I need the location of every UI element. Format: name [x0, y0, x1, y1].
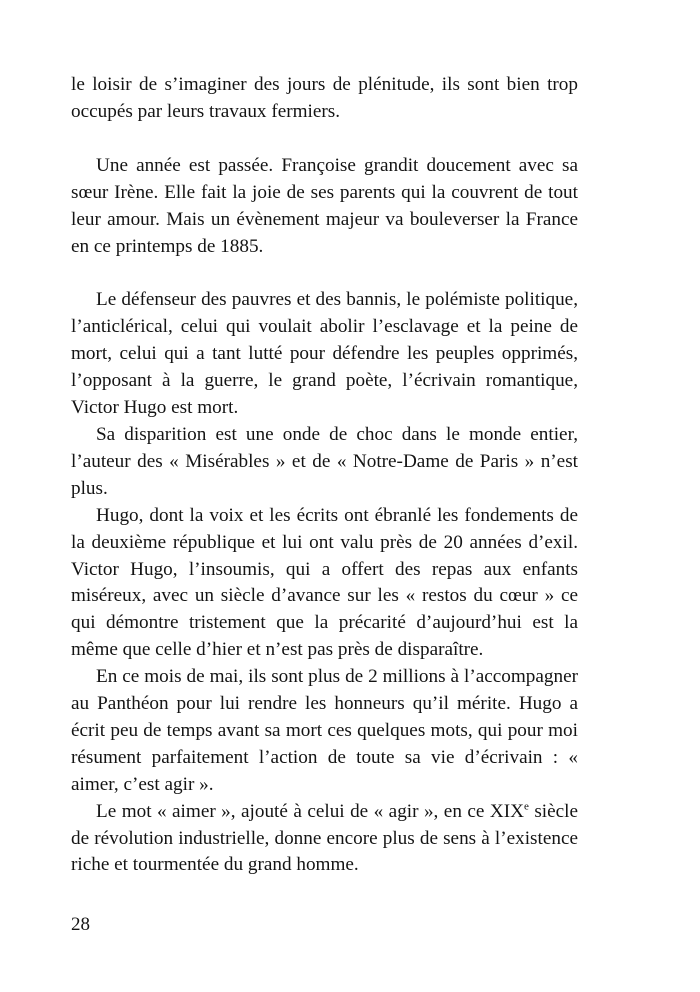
century-superscript: e: [523, 800, 529, 813]
paragraph-aimer-agir: [71, 799, 578, 880]
page-body: [71, 72, 578, 879]
page-number: 28: [71, 914, 90, 935]
paragraph-shock: Sa disparition est une onde de choc dans le monde entier, l’auteur des « Misérables » et de « Notre-Dame de Paris » n’est plus.: [71, 423, 578, 499]
paragraph-pantheon: En ce mois de mai, ils sont plus de 2 millions à l’accompagner au Panthéon pour lui rendre les honneurs qu’il mérite. Hugo a écrit peu de temps avant sa mort ces quelques mots, qui pour moi résument parfaitement l’action de toute sa vie d’écrivain : « aimer, c’est agir ».: [71, 666, 578, 795]
paragraph-aimer-agir-end: siècle de révolution industrielle, donne encore plus de sens à l’existence riche et tourmentée du grand homme.: [71, 800, 578, 876]
paragraph-aimer-agir-start: Le mot « aimer », ajouté à celui de « agir », en ce XIX: [96, 800, 524, 822]
paragraph-victor-hugo-death: Le défenseur des pauvres et des bannis, le polémiste politique, l’anticlérical, celui qui voulait abolir l’esclavage et la peine de mort, celui qui a tant lutté pour défendre les peuples opprimés, l’opposant à la guerre, le grand poète, l’écrivain romantique, Victor Hugo est mort.: [71, 289, 578, 419]
paragraph-exile: Hugo, dont la voix et les écrits ont ébranlé les fondements de la deuxième république et lui ont valu près de 20 années d’exil. Victor Hugo, l’insoumis, qui a offert des repas aux enfants miséreux, avec un siècle d’avance sur les « restos du cœur » ce qui démontre tristement que la précarité d’aujourd’hui est la même que celle d’hier et n’est pas près de disparaître.: [71, 504, 578, 661]
paragraph-continuation: le loisir de s’imaginer des jours de plénitude, ils sont bien trop occupés par leurs travaux fermiers.: [71, 74, 578, 122]
paragraph-francoise: Une année est passée. Françoise grandit doucement avec sa sœur Irène. Elle fait la joie de ses parents qui la couvrent de tout leur amour. Mais un évènement majeur va bouleverser la France en ce printemps de 1885.: [71, 154, 578, 257]
